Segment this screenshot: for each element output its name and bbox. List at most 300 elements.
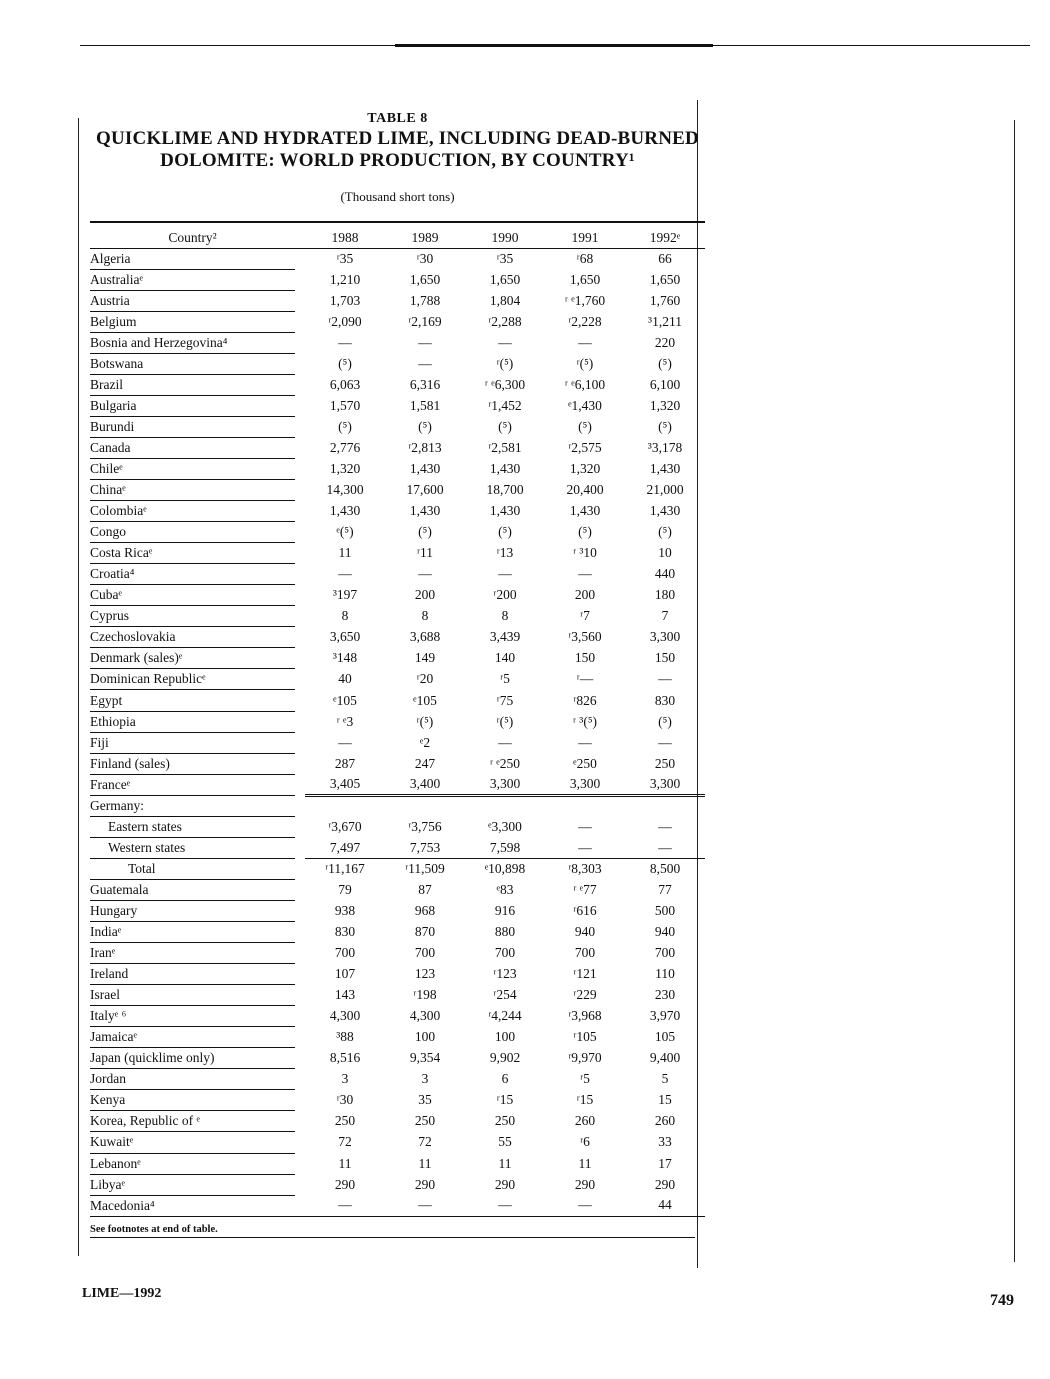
value-cell: 916 <box>494 902 516 918</box>
value-cell: 880 <box>494 924 516 940</box>
value-cell: 3,439 <box>489 629 521 645</box>
gap-cell <box>295 1174 305 1195</box>
country-cell: Total <box>90 858 295 879</box>
value-cell: 1,703 <box>329 292 361 308</box>
value-cell: 1,430 <box>649 460 681 476</box>
table-row <box>90 564 705 585</box>
value-cell: ʳ826 <box>573 692 597 708</box>
value-cell: 7 <box>661 608 669 624</box>
value-cell: 700 <box>574 945 596 961</box>
gap-cell <box>295 1195 305 1216</box>
value-cell: (⁵) <box>578 524 592 540</box>
value-cell: 3,300 <box>545 774 625 795</box>
value-cell: 3,688 <box>409 629 441 645</box>
country-cell: Costa Ricaᵉ <box>90 543 295 564</box>
value-cell: 3,650 <box>329 629 361 645</box>
value-cell: ʳ ³(⁵) <box>572 713 598 729</box>
value-cell: 105 <box>654 1029 676 1045</box>
table-row <box>90 879 705 900</box>
country-cell: Jamaicaᵉ <box>90 1027 295 1048</box>
value-cell: ʳ2,575 <box>568 439 602 455</box>
value-cell: 11 <box>338 1155 352 1171</box>
value-cell: ʳ30 <box>336 1092 354 1108</box>
value-cell: ʳ5 <box>580 1071 590 1087</box>
table-row <box>90 332 705 353</box>
value-cell: (⁵) <box>578 418 592 434</box>
gap-cell <box>295 837 305 858</box>
gap-cell <box>295 458 305 479</box>
country-cell: Denmark (sales)ᵉ <box>90 648 295 669</box>
value-cell: ʳ(⁵) <box>416 713 434 729</box>
gap-cell <box>295 353 305 374</box>
value-cell: — <box>498 334 512 350</box>
table-row <box>90 1069 705 1090</box>
gap-cell <box>295 879 305 900</box>
value-cell: 230 <box>654 987 676 1003</box>
country-cell: Korea, Republic of ᵉ <box>90 1111 295 1132</box>
value-cell: 33 <box>658 1134 672 1150</box>
value-cell: 11 <box>418 1155 432 1171</box>
value-cell: ʳ— <box>576 671 594 687</box>
value-cell: 14,300 <box>326 482 364 498</box>
value-cell: 260 <box>654 1113 676 1129</box>
value-cell: — <box>545 1195 625 1216</box>
country-cell: Australiaᵉ <box>90 269 295 290</box>
value-cell: 1,430 <box>489 503 521 519</box>
value-cell: 8,500 <box>649 861 681 877</box>
value-cell: ʳ75 <box>496 692 514 708</box>
value-cell: (⁵) <box>418 418 432 434</box>
value-cell: 150 <box>654 650 676 666</box>
value-cell: 79 <box>338 881 352 897</box>
country-cell: Burundi <box>90 416 295 437</box>
country-cell: Ireland <box>90 964 295 985</box>
value-cell: ʳ35 <box>336 250 354 266</box>
value-cell: 1,570 <box>329 397 361 413</box>
value-cell: ʳ ᵉ6,100 <box>564 376 606 392</box>
value-cell: ʳ ᵉ1,760 <box>564 292 606 308</box>
value-cell: 72 <box>418 1134 432 1150</box>
value-cell: 1,650 <box>489 271 521 287</box>
table-row <box>90 648 705 669</box>
value-cell: 1,650 <box>409 271 441 287</box>
value-cell <box>385 795 465 816</box>
table-row <box>90 1132 705 1153</box>
value-cell: — <box>418 355 432 371</box>
value-cell: 260 <box>574 1113 596 1129</box>
gap-cell <box>295 395 305 416</box>
value-cell: ʳ2,813 <box>408 439 442 455</box>
value-cell: ʳ121 <box>573 966 597 982</box>
value-cell: 290 <box>494 1176 516 1192</box>
table-row <box>90 353 705 374</box>
table-row <box>90 1048 705 1069</box>
value-cell: 1,430 <box>409 460 441 476</box>
running-head: LIME—1992 <box>82 1286 162 1301</box>
value-cell: (⁵) <box>338 418 352 434</box>
value-cell: 140 <box>494 650 516 666</box>
value-cell: 1,430 <box>489 460 521 476</box>
value-cell: ʳ2,169 <box>408 313 442 329</box>
value-cell: ᵉ(⁵) <box>336 524 354 540</box>
table-row <box>90 1153 705 1174</box>
country-cell: Colombiaᵉ <box>90 501 295 522</box>
value-cell: ʳ9,970 <box>568 1050 602 1066</box>
table-row <box>90 943 705 964</box>
value-cell: (⁵) <box>658 524 672 540</box>
value-cell: 100 <box>494 1029 516 1045</box>
value-cell: ʳ35 <box>496 250 514 266</box>
value-cell: ᵉ250 <box>573 755 597 771</box>
value-cell: 287 <box>334 755 356 771</box>
country-cell: Bosnia and Herzegovina⁴ <box>90 332 295 353</box>
value-cell: (⁵) <box>338 355 352 371</box>
country-cell: Czechoslovakia <box>90 627 295 648</box>
value-cell: 1,430 <box>569 503 601 519</box>
table-row <box>90 774 705 795</box>
value-cell: 1,650 <box>569 271 601 287</box>
value-cell: 17 <box>658 1155 672 1171</box>
gap-cell <box>295 1069 305 1090</box>
value-cell: ʳ ᵉ77 <box>573 881 597 897</box>
gap-cell <box>295 311 305 332</box>
table-row <box>90 627 705 648</box>
value-cell: 8 <box>421 608 429 624</box>
value-cell: ³197 <box>332 587 358 603</box>
value-cell: ᵉ1,430 <box>568 397 602 413</box>
value-cell: 1,320 <box>569 460 601 476</box>
value-cell: ʳ254 <box>493 987 517 1003</box>
country-cell: Austria <box>90 290 295 311</box>
table-row <box>90 248 705 269</box>
table-row <box>90 606 705 627</box>
header-1989: 1989 <box>385 222 465 248</box>
value-cell: 1,210 <box>329 271 361 287</box>
gap-cell <box>295 627 305 648</box>
value-cell: ʳ3,756 <box>408 818 442 834</box>
value-cell: — <box>578 334 592 350</box>
value-cell: 250 <box>654 755 676 771</box>
value-cell: 700 <box>414 945 436 961</box>
value-cell: 123 <box>414 966 436 982</box>
value-cell: — <box>658 671 672 687</box>
gap-cell <box>295 480 305 501</box>
value-cell: 44 <box>625 1195 705 1216</box>
table-row <box>90 311 705 332</box>
country-cell: Cyprus <box>90 606 295 627</box>
value-cell: ʳ2,288 <box>488 313 522 329</box>
gap-cell <box>295 1132 305 1153</box>
header-country: Country² <box>90 222 295 248</box>
value-cell: 15 <box>658 1092 672 1108</box>
value-cell: ʳ3,968 <box>568 1008 602 1024</box>
value-cell: 7,753 <box>385 837 465 858</box>
value-cell: ᵉ83 <box>496 881 514 897</box>
gap-cell <box>295 1153 305 1174</box>
country-cell: Algeria <box>90 248 295 269</box>
value-cell: (⁵) <box>498 418 512 434</box>
value-cell: ʳ8,303 <box>568 861 602 877</box>
value-cell: ʳ15 <box>576 1092 594 1108</box>
value-cell: 1,760 <box>649 292 681 308</box>
header-1991: 1991 <box>545 222 625 248</box>
country-cell: Franceᵉ <box>90 774 295 795</box>
value-cell: (⁵) <box>658 355 672 371</box>
gap-cell <box>295 648 305 669</box>
country-cell: Chinaᵉ <box>90 480 295 501</box>
gap-cell <box>295 985 305 1006</box>
value-cell: 20,400 <box>566 482 604 498</box>
value-cell: ʳ(⁵) <box>496 713 514 729</box>
value-cell: 3,300 <box>649 629 681 645</box>
table-row <box>90 1090 705 1111</box>
value-cell: 77 <box>658 881 672 897</box>
header-1990: 1990 <box>465 222 545 248</box>
value-cell: 830 <box>654 692 676 708</box>
gap-cell <box>295 1048 305 1069</box>
value-cell: ᵉ105 <box>413 692 437 708</box>
production-table <box>90 221 705 1217</box>
value-cell: 700 <box>334 945 356 961</box>
gap-cell <box>295 753 305 774</box>
value-cell: ʳ ᵉ6,300 <box>484 376 526 392</box>
gap-cell <box>295 290 305 311</box>
country-cell: Croatia⁴ <box>90 564 295 585</box>
value-cell: — <box>578 734 592 750</box>
gap-cell <box>295 690 305 711</box>
value-cell: ʳ3,560 <box>568 629 602 645</box>
country-cell: Kenya <box>90 1090 295 1111</box>
country-cell: Japan (quicklime only) <box>90 1048 295 1069</box>
value-cell: 9,902 <box>489 1050 521 1066</box>
value-cell: 5 <box>661 1071 669 1087</box>
value-cell <box>305 795 385 816</box>
value-cell: ʳ3,670 <box>328 818 362 834</box>
table-row <box>90 858 705 879</box>
value-cell: ʳ13 <box>496 545 514 561</box>
value-cell: 72 <box>338 1134 352 1150</box>
value-cell: 3,400 <box>385 774 465 795</box>
country-cell: Libyaᵉ <box>90 1174 295 1195</box>
value-cell: ᵉ10,898 <box>484 861 526 877</box>
gap-cell <box>295 1111 305 1132</box>
value-cell: 290 <box>574 1176 596 1192</box>
table-unit: (Thousand short tons) <box>340 189 455 204</box>
value-cell: ³1,211 <box>648 313 682 329</box>
table-row <box>90 1027 705 1048</box>
value-cell: 247 <box>414 755 436 771</box>
value-cell: 870 <box>414 924 436 940</box>
value-cell: — <box>465 1195 545 1216</box>
value-cell: 8 <box>501 608 509 624</box>
country-cell: Western states <box>90 837 295 858</box>
table-number: TABLE 8 <box>367 111 428 126</box>
table-row <box>90 585 705 606</box>
value-cell: — <box>418 334 432 350</box>
value-cell <box>465 795 545 816</box>
value-cell: ʳ2,581 <box>488 439 522 455</box>
value-cell: 8 <box>341 608 349 624</box>
gap-cell <box>295 1027 305 1048</box>
value-cell: 200 <box>574 587 596 603</box>
value-cell: 100 <box>414 1029 436 1045</box>
gap-cell <box>295 1006 305 1027</box>
gap-cell <box>295 522 305 543</box>
value-cell: 149 <box>414 650 436 666</box>
value-cell: — <box>418 566 432 582</box>
value-cell: ʳ68 <box>576 250 594 266</box>
value-cell: 290 <box>414 1176 436 1192</box>
value-cell: — <box>578 818 592 834</box>
gap-cell <box>295 416 305 437</box>
value-cell: 150 <box>574 650 596 666</box>
value-cell: 87 <box>418 881 432 897</box>
country-cell: Macedonia⁴ <box>90 1195 295 1216</box>
value-cell: 700 <box>494 945 516 961</box>
value-cell: — <box>498 734 512 750</box>
value-cell: 220 <box>654 334 676 350</box>
value-cell: 290 <box>654 1176 676 1192</box>
value-cell: — <box>338 334 352 350</box>
value-cell: 17,600 <box>406 482 444 498</box>
footnote: See footnotes at end of table. <box>90 1224 218 1235</box>
country-cell: Dominican Republicᵉ <box>90 669 295 690</box>
gap-cell <box>295 711 305 732</box>
table-row <box>90 1006 705 1027</box>
gap-cell <box>295 332 305 353</box>
table-row <box>90 900 705 921</box>
value-cell: 9,400 <box>649 1050 681 1066</box>
value-cell: 940 <box>654 924 676 940</box>
gap-cell <box>295 269 305 290</box>
value-cell: ʳ198 <box>413 987 437 1003</box>
value-cell: ʳ1,452 <box>488 397 522 413</box>
table-row <box>90 522 705 543</box>
page-number: 749 <box>990 1292 1014 1309</box>
table-header-row <box>90 222 705 248</box>
value-cell: 938 <box>334 902 356 918</box>
value-cell: ʳ20 <box>416 671 434 687</box>
country-cell: Eastern states <box>90 816 295 837</box>
table-row <box>90 458 705 479</box>
value-cell: ʳ4,244 <box>488 1008 522 1024</box>
value-cell: 4,300 <box>329 1008 361 1024</box>
value-cell: 830 <box>334 924 356 940</box>
value-cell: 4,300 <box>409 1008 441 1024</box>
value-cell: 1,320 <box>329 460 361 476</box>
gap-cell <box>295 900 305 921</box>
country-cell: Italyᵉ ⁶ <box>90 1006 295 1027</box>
gap-cell <box>295 248 305 269</box>
table-row <box>90 795 705 816</box>
gap-cell <box>295 606 305 627</box>
value-cell: 11 <box>338 545 352 561</box>
value-cell: ʳ123 <box>493 966 517 982</box>
value-cell: ³148 <box>332 650 358 666</box>
value-cell: ʳ105 <box>573 1029 597 1045</box>
value-cell: ʳ2,090 <box>328 313 362 329</box>
table-row <box>90 1195 705 1216</box>
country-cell: Germany: <box>90 795 295 816</box>
gap-cell <box>295 732 305 753</box>
country-cell: Lebanonᵉ <box>90 1153 295 1174</box>
value-cell: ʳ7 <box>580 608 590 624</box>
value-cell: ʳ30 <box>416 250 434 266</box>
value-cell: (⁵) <box>658 418 672 434</box>
country-cell: Jordan <box>90 1069 295 1090</box>
table-body <box>90 248 705 1216</box>
gap-cell <box>295 501 305 522</box>
country-cell: Brazil <box>90 374 295 395</box>
value-cell: 1,650 <box>649 271 681 287</box>
country-cell: Guatemala <box>90 879 295 900</box>
value-cell: 700 <box>654 945 676 961</box>
country-cell: Israel <box>90 985 295 1006</box>
value-cell: 6,316 <box>409 376 441 392</box>
value-cell: 3 <box>421 1071 429 1087</box>
value-cell: 1,430 <box>649 503 681 519</box>
table-row <box>90 964 705 985</box>
table-row <box>90 374 705 395</box>
value-cell: 107 <box>334 966 356 982</box>
value-cell: (⁵) <box>418 524 432 540</box>
table-row <box>90 732 705 753</box>
header-gap <box>295 222 305 248</box>
value-cell: 2,776 <box>329 439 361 455</box>
value-cell: 440 <box>654 566 676 582</box>
value-cell: 3 <box>341 1071 349 1087</box>
value-cell <box>545 795 625 816</box>
value-cell: 3,970 <box>649 1008 681 1024</box>
gap-cell <box>295 816 305 837</box>
table-row <box>90 1174 705 1195</box>
value-cell: 1,430 <box>409 503 441 519</box>
gap-cell <box>295 943 305 964</box>
value-cell: 7,497 <box>305 837 385 858</box>
value-cell: 6,063 <box>329 376 361 392</box>
gap-cell <box>295 437 305 458</box>
value-cell: — <box>385 1195 465 1216</box>
gap-cell <box>295 795 305 816</box>
table-row <box>90 290 705 311</box>
value-cell: 143 <box>334 987 356 1003</box>
value-cell: 290 <box>334 1176 356 1192</box>
table-row <box>90 985 705 1006</box>
table-row <box>90 437 705 458</box>
table-row <box>90 711 705 732</box>
table-row <box>90 395 705 416</box>
table-row <box>90 690 705 711</box>
gap-cell <box>295 922 305 943</box>
value-cell: 7,598 <box>465 837 545 858</box>
value-cell: — <box>625 837 705 858</box>
value-cell: 3,405 <box>305 774 385 795</box>
value-cell: 500 <box>654 902 676 918</box>
value-cell: ʳ11 <box>417 545 433 561</box>
value-cell: ʳ15 <box>496 1092 514 1108</box>
value-cell: — <box>305 1195 385 1216</box>
gap-cell <box>295 669 305 690</box>
value-cell: 3,300 <box>465 774 545 795</box>
value-cell: 11 <box>498 1155 512 1171</box>
value-cell: 66 <box>658 250 672 266</box>
gap-cell <box>295 543 305 564</box>
value-cell: 11 <box>578 1155 592 1171</box>
country-cell: Botswana <box>90 353 295 374</box>
gap-cell <box>295 374 305 395</box>
table-row <box>90 669 705 690</box>
country-cell: Egypt <box>90 690 295 711</box>
